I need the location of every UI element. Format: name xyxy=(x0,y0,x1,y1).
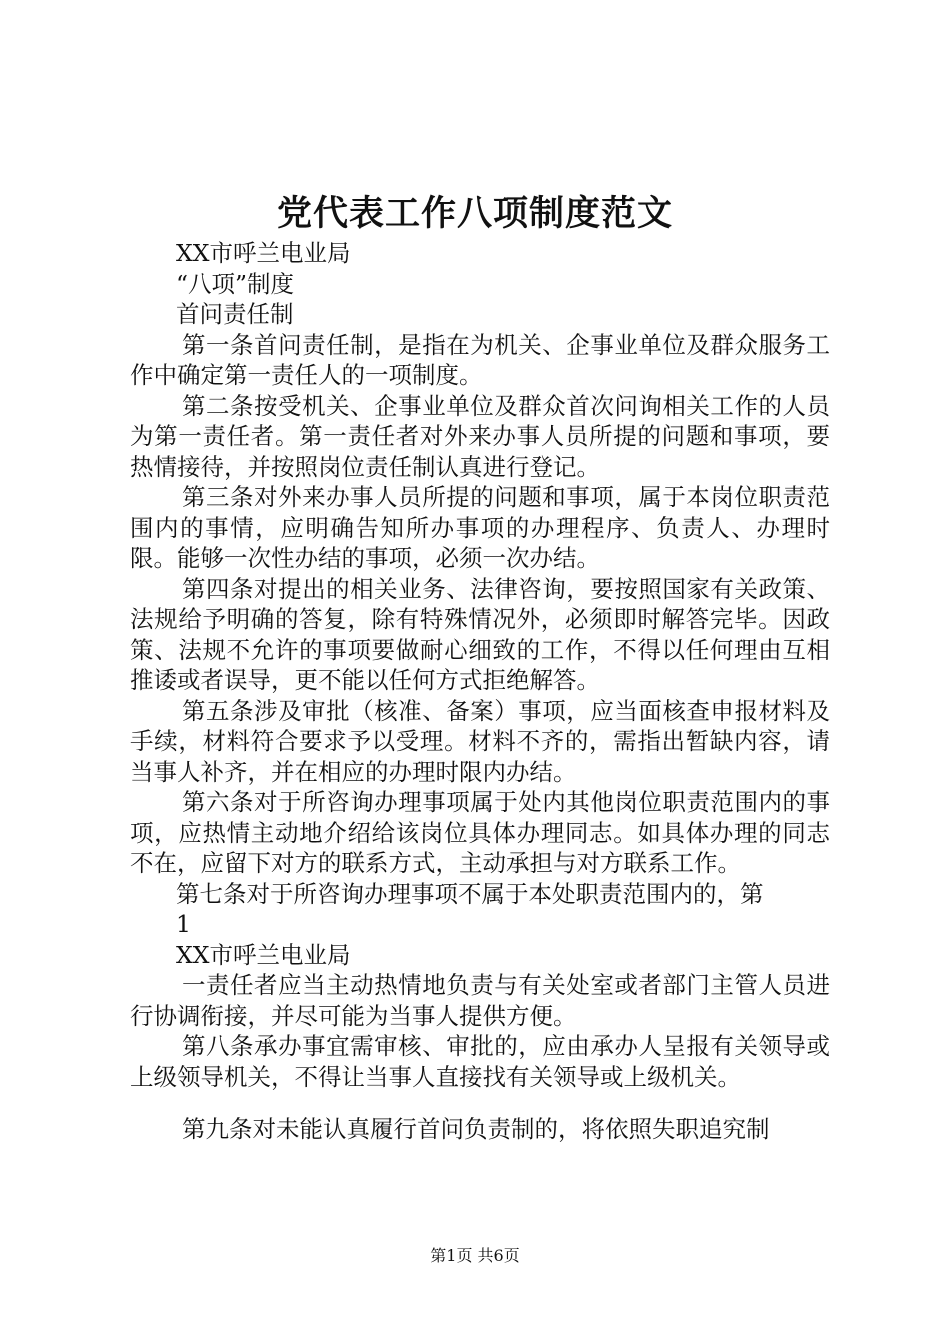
page-marker: 1 xyxy=(176,910,191,938)
article-4: 第四条对提出的相关业务、法律咨询，要按照国家有关政策、法规给予明确的答复，除有特殊情况外，必须即时解答完毕。因政策、法规不允许的事项要做耐心细致的工作，不得以任何理由互相推诿或者误导，更不能以任何方式拒绝解答。 xyxy=(130,574,830,694)
article-9-start: 第九条对未能认真履行首问负责制的，将依照失职追究制 xyxy=(182,1115,770,1143)
section-heading: 首问责任制 xyxy=(176,300,294,328)
article-7-continued: 一责任者应当主动热情地负责与有关处室或者部门主管人员进行协调衔接，并尽可能为当事人提供方便。 xyxy=(130,971,830,1030)
paragraph-gap xyxy=(130,1092,830,1114)
article-3: 第三条对外来办事人员所提的问题和事项，属于本岗位职责范围内的事情，应明确告知所办事项的办理程序、负责人、办理时限。能够一次性办结的事项，必须一次办结。 xyxy=(130,483,830,572)
article-8: 第八条承办事宜需审核、审批的，应由承办人呈报有关领导或上级领导机关，不得让当事人直接找有关领导或上级机关。 xyxy=(130,1032,830,1091)
system-name: “八项”制度 xyxy=(176,269,295,298)
article-1: 第一条首问责任制，是指在为机关、企事业单位及群众服务工作中确定第一责任人的一项制度。 xyxy=(130,330,830,389)
header-org: XX市呼兰电业局 xyxy=(176,239,351,267)
article-7-start: 第七条对于所咨询办理事项不属于本处职责范围内的，第 xyxy=(176,879,764,908)
page-footer: 第1页 共6页 xyxy=(430,1246,520,1265)
article-6: 第六条对于所咨询办理事项属于处内其他岗位职责范围内的事项，应热情主动地介绍给该岗位具体办理同志。如具体办理的同志不在，应留下对方的联系方式，主动承担与对方联系工作。 xyxy=(130,788,830,877)
article-2: 第二条按受机关、企事业单位及群众首次问询相关工作的人员为第一责任者。第一责任者对外来办事人员所提的问题和事项，要热情接待，并按照岗位责任制认真进行登记。 xyxy=(130,391,830,481)
document-title: 党代表工作八项制度范文 xyxy=(276,193,673,234)
header-org-repeat: XX市呼兰电业局 xyxy=(176,940,351,969)
article-5: 第五条涉及审批（核准、备案）事项，应当面核查申报材料及手续，材料符合要求予以受理。材料不齐的，需指出暂缺内容，请当事人补齐，并在相应的办理时限内办结。 xyxy=(130,696,830,786)
document-body xyxy=(130,238,830,1145)
